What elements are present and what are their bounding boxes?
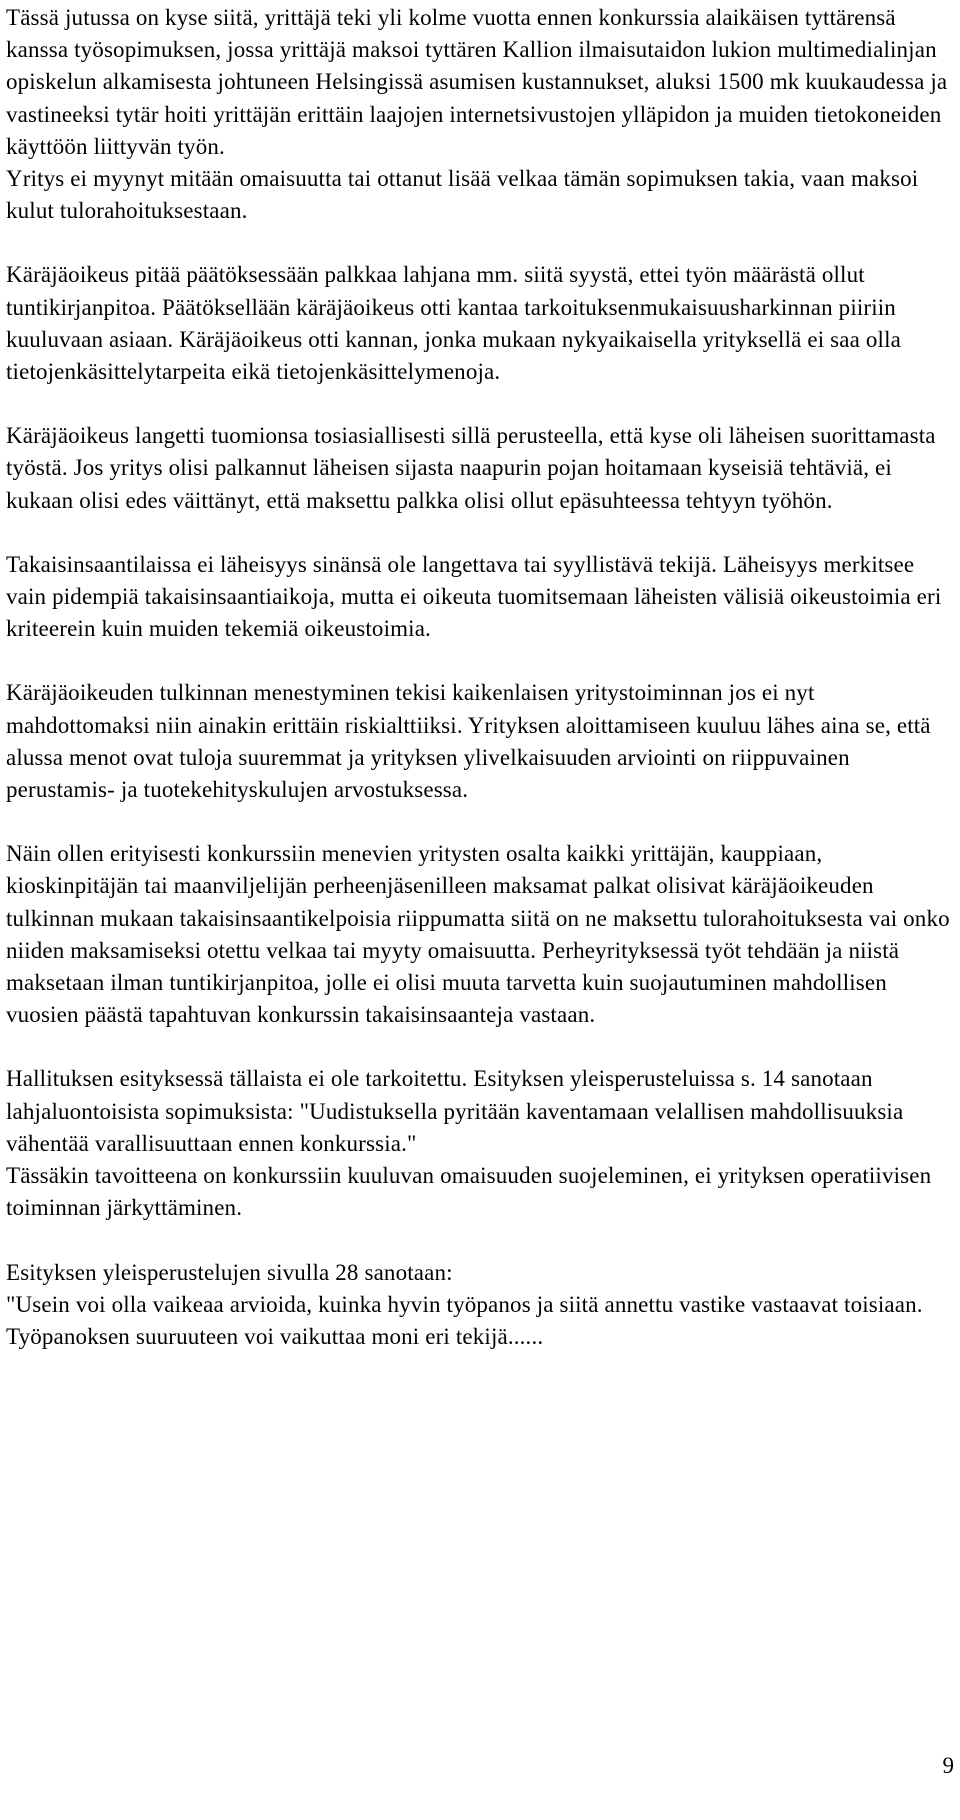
paragraph-goal: Tässäkin tavoitteena on konkurssiin kuuluvan omaisuuden suojeleminen, ei yrityksen operatiivisen toiminnan järkyttäminen.	[6, 1163, 932, 1221]
paragraph-page-reference: Esityksen yleisperustelujen sivulla 28 sanotaan:	[6, 1259, 453, 1285]
paragraph-gap	[6, 806, 954, 838]
paragraph-judgement-basis: Käräjäoikeus langetti tuomionsa tosiasiallisesti sillä perusteella, että kyse oli läheisen suorittamasta työstä. Jos yritys olisi palkannut läheisen sijasta naapurin pojan hoitamaan kyseisiä tehtäviä, ei kukaan olisi edes väittänyt, että maksettu palkka olisi ollut epäsuhteessa tehtyyn työhön.	[6, 423, 936, 513]
paragraph-case-summary: Tässä jutussa on kyse siitä, yrittäjä teki yli kolme vuotta ennen konkurssia alaikäisen tyttärensä kanssa työsopimuksen, jossa yrittäjä maksoi tyttären Kallion ilmaisutaidon lukion multimedialinjan opiskelun alkamisesta johtuneen Helsingissä asumisen kustannukset, aluksi 1500 mk kuukaudessa ja vastineeksi tytär hoiti yrittäjän erittäin laajojen internetsivustojen ylläpidon ja muiden tietokoneiden käyttöön liittyvän työn.	[6, 5, 948, 159]
paragraph-gap	[6, 517, 954, 549]
paragraph-gap	[6, 1031, 954, 1063]
paragraph-court-view: Käräjäoikeus pitää päätöksessään palkkaa lahjana mm. siitä syystä, ettei työn määrästä ollut tuntikirjanpitoa. Päätöksellään käräjäoikeus otti kantaa tarkoituksenmukaisuusharkinnan piiriin kuuluvaan asiaan. Käräjäoikeus otti kannan, jonka mukaan nykyaikaisella yrityksellä ei saa olla tietojenkäsittelytarpeita eikä tietojenkäsittelymenoja.	[6, 262, 901, 385]
paragraph-family-business: Näin ollen erityisesti konkurssiin menevien yritysten osalta kaikki yrittäjän, kauppiaan, kioskinpitäjän tai maanviljelijän perheenjäsenilleen maksamat palkat olisivat käräjäoikeuden tulkinnan mukaan takaisinsaantikelpoisia riippumatta siitä on ne maksettu tulorahoituksesta vai onko niiden maksamiseksi otettu velkaa tai myyty omaisuutta. Perheyrityksessä työt tehdään ja niistä maksetaan ilman tuntikirjanpitoa, jolle ei olisi muuta tarvetta kuin suojautuminen mahdollisen vuosien päästä tapahtuvan konkurssin takaisinsaanteja vastaan.	[6, 841, 950, 1028]
paragraph-interpretation-risk: Käräjäoikeuden tulkinnan menestyminen tekisi kaikenlaisen yritystoiminnan jos ei nyt mahdottomaksi niin ainakin erittäin riskialttiiksi. Yrityksen aloittamiseen kuuluu lähes aina se, että alussa menot ovat tuloja suuremmat ja yrityksen ylivelkaisuuden arviointi on riippuvainen perustamis- ja tuotekehityskulujen arvostuksessa.	[6, 680, 931, 803]
page-number: 9	[942, 1753, 954, 1778]
paragraph-quote: "Usein voi olla vaikeaa arvioida, kuinka hyvin työpanos ja siitä annettu vastike vastaavat toisiaan. Työpanoksen suuruuteen voi vaikuttaa moni eri tekijä......	[6, 1291, 923, 1349]
paragraph-gap	[6, 388, 954, 420]
paragraph-government-proposal: Hallituksen esityksessä tällaista ei ole tarkoitettu. Esityksen yleisperusteluissa s. 14 sanotaan lahjaluontoisista sopimuksista: "Uudistuksella pyritään kaventamaan velallisen mahdollisuuksia vähentää varallisuuttaan ennen konkurssia."	[6, 1066, 904, 1156]
paragraph-recovery-law: Takaisinsaantilaissa ei läheisyys sinänsä ole langettava tai syyllistävä tekijä. Läheisyys merkitsee vain pidempiä takaisinsaantiaikoja, mutta ei oikeuta tuomitsemaan läheisten välisiä oikeustoimia eri kriteerein kuin muiden tekemiä oikeustoimia.	[6, 551, 942, 642]
paragraph-gap	[6, 645, 954, 677]
paragraph-no-debt: Yritys ei myynyt mitään omaisuutta tai ottanut lisää velkaa tämän sopimuksen takia, vaan maksoi kulut tulorahoituksestaan.	[6, 166, 919, 224]
paragraph-gap	[6, 1225, 954, 1257]
paragraph-gap	[6, 227, 954, 259]
